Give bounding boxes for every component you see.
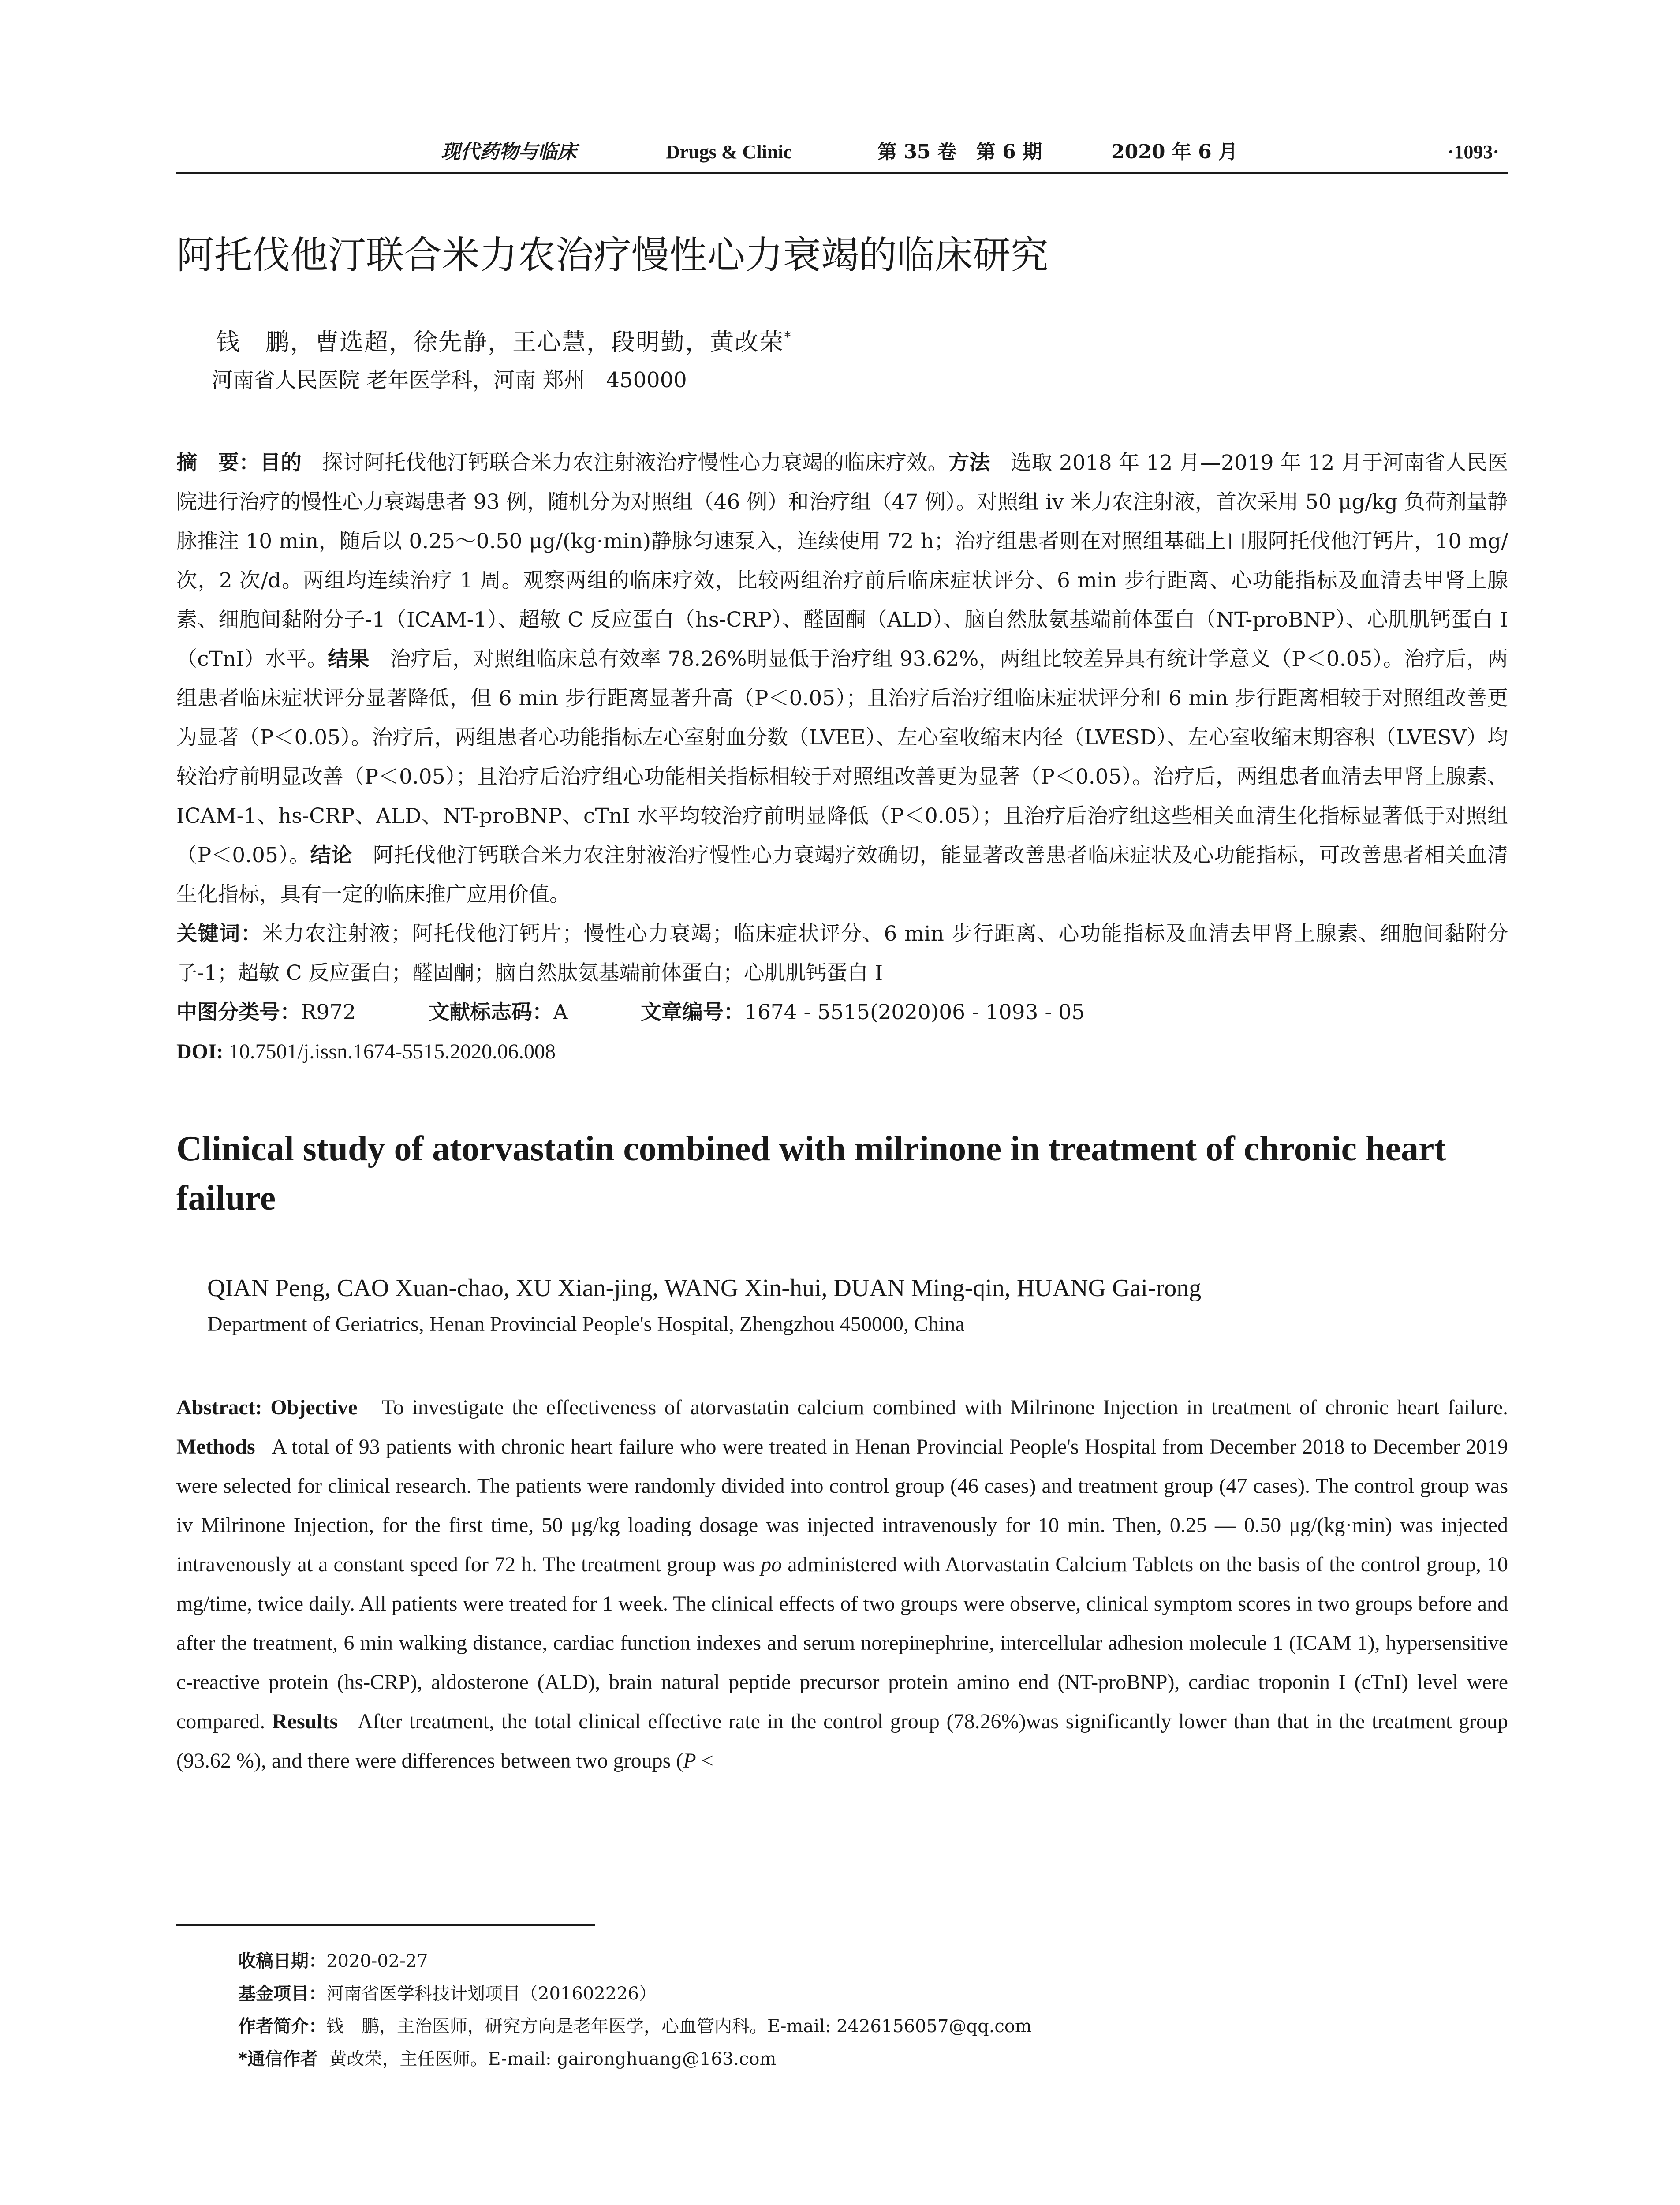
abstract-cn [176, 443, 1508, 914]
journal-name-cn: 现代药物与临床 [441, 141, 577, 163]
doc-code-label: 文献标志码： [429, 1000, 553, 1024]
footnote-fund [238, 1977, 1508, 2010]
article-title-en: Clinical study of atorvastatin combined with milrinone in treatment of chronic heart failure [176, 1129, 1446, 1218]
results-label-cn: 结果 [328, 647, 370, 671]
footnotes [238, 1945, 1508, 2075]
methods-en-part2: administered with Atorvastatin Calcium Tablets on the basis of the control group, 10 mg/time, twice daily. All patients were treated for 1 week. The clinical effects of two groups were observe, clinical symptom scores in two groups before and after the treatment, 6 min walking distance, cardiac function indexes and serum norepinephrine, intercellular adhesion molecule 1 (ICAM 1), hypersensitive c-reactive protein (hs-CRP), aldosterone (ALD), brain natural peptide precursor protein amino end (NT-proBNP), cardiac troponin I (cTnI) level were compared. [176, 1553, 1508, 1733]
keywords-text-cn: 米力农注射液；阿托伐他汀钙片；慢性心力衰竭；临床症状评分、6 min 步行距离、心功能指标及血清去甲肾上腺素、细胞间黏附分子-1；超敏 C 反应蛋白；醛固酮；脑自然肽氨基端前体蛋白；心肌肌钙蛋白 I [176, 922, 1508, 985]
objective-cn: 探讨阿托伐他汀钙联合米力农注射液治疗慢性心力衰竭的临床疗效。 [322, 451, 948, 475]
authors-cn [176, 321, 1508, 358]
results-en-end: < [696, 1749, 713, 1772]
clc-label: 中图分类号： [176, 1000, 301, 1024]
fund-text: 河南省医学科技计划项目（201602226） [326, 1984, 657, 2004]
article-no-label: 文章编号： [640, 1000, 744, 1024]
footnote-author [238, 2010, 1508, 2043]
footnote-divider [176, 1924, 595, 1926]
footnote-received [238, 1945, 1508, 1977]
journal-name-en: Drugs & Clinic [666, 141, 792, 163]
author-bio-label: 作者简介： [238, 2016, 326, 2037]
received-label: 收稿日期： [238, 1951, 326, 1971]
methods-en-part1: A total of 93 patients with chronic heart failure who were treated in Henan Provincial People's Hospital from December 2018 to December 2019 were selected for clinical research. The patients were randomly divided into control group (46 cases) and treatment group (47 cases). The control group was iv Milrinone Injection, for the first time, 50 μg/kg loading dosage was injected intravenously for 10 min. Then, 0.25 — 0.50 μg/(kg·min) was injected intravenously at a constant speed for 72 h. The treatment group was [176, 1435, 1508, 1576]
doc-code-cell [429, 993, 568, 1032]
authors-cn-names: 钱 鹏，曹选超，徐先静，王心慧，段明勤，黄改荣 [216, 328, 784, 356]
clc-value: R972 [301, 1000, 356, 1024]
corresponding-mark: * [784, 329, 792, 345]
abstract-en-label: Abstract: [176, 1396, 262, 1419]
article-title-cn: 阿托伐他汀联合米力农治疗慢性心力衰竭的临床研究 [176, 233, 1049, 277]
conclusion-label-cn: 结论 [310, 843, 352, 867]
footnote-corresponding [238, 2043, 1508, 2075]
clc-cell [176, 993, 356, 1032]
running-header [176, 132, 1508, 174]
objective-label-en: Objective [270, 1396, 358, 1419]
doi-link[interactable]: 10.7501/j.issn.1674-5515.2020.06.008 [228, 1040, 556, 1063]
doi-line [176, 1032, 1508, 1071]
doi-label: DOI: [176, 1040, 224, 1063]
article-page [176, 132, 1508, 1780]
page-number: ·1093· [1447, 141, 1499, 163]
corresponding-text: 黄改荣，主任医师。E-mail: gaironghuang@163.com [329, 2049, 777, 2069]
conclusion-cn: 阿托伐他汀钙联合米力农注射液治疗慢性心力衰竭疗效确切，能显著改善患者临床症状及心功能指标，可改善患者相关血清生化指标，具有一定的临床推广应用价值。 [176, 843, 1508, 907]
corresponding-label: *通信作者 [238, 2049, 318, 2069]
methods-label-en: Methods [176, 1435, 255, 1458]
methods-cn: 选取 2018 年 12 月—2019 年 12 月于河南省人民医院进行治疗的慢性心力衰竭患者 93 例，随机分为对照组（46 例）和治疗组（47 例）。对照组 iv 米力农注射液，首次采用 50 μg/kg 负荷剂量静脉推注 10 min，随后以 0.25～0.50 μg/(kg·min)静脉匀速泵入，连续使用 72 h；治疗组患者则在对照组基础上口服阿托伐他汀钙片，10 mg/次，2 次/d。两组均连续治疗 1 周。观察两组的临床疗效，比较两组治疗前后临床症状评分、6 min 步行距离、心功能指标及血清去甲肾上腺素、细胞间黏附分子-1（ICAM-1）、超敏 C 反应蛋白（hs-CRP）、醛固酮（ALD）、脑自然肽氨基端前体蛋白（NT-proBNP）、心肌肌钙蛋白 I（cTnI）水平。 [176, 451, 1508, 671]
results-en-p: P [683, 1749, 696, 1772]
affiliation-en: Department of Geriatrics, Henan Provincial People's Hospital, Zhengzhou 450000, China [207, 1312, 965, 1336]
authors-en: QIAN Peng, CAO Xuan-chao, XU Xian-jing, WANG Xin-hui, DUAN Ming-qin, HUANG Gai-rong [207, 1274, 1202, 1302]
author-bio-text: 钱 鹏，主治医师，研究方向是老年医学，心血管内科。E-mail: 2426156057@qq.com [326, 2016, 1032, 2037]
received-date: 2020-02-27 [326, 1951, 428, 1971]
affiliation-cn: 河南省人民医院 老年医学科，河南 郑州 450000 [212, 368, 687, 392]
objective-label-cn: 目的 [260, 451, 302, 475]
results-label-en: Results [272, 1710, 338, 1733]
results-cn: 治疗后，对照组临床总有效率 78.26%明显低于治疗组 93.62%，两组比较差异具有统计学意义（P＜0.05）。治疗后，两组患者临床症状评分显著降低，但 6 min 步行距离显著升高（P＜0.05）；且治疗后治疗组临床症状评分和 6 min 步行距离相较于对照组改善更为显著（P＜0.05）。治疗后，两组患者心功能指标左心室射血分数（LVEE）、左心室收缩末内径（LVESD）、左心室收缩末期容积（LVESV）均较治疗前明显改善（P＜0.05）；且治疗后治疗组心功能相关指标相较于对照组改善更为显著（P＜0.05）。治疗后，两组患者血清去甲肾上腺素、ICAM-1、hs-CRP、ALD、NT-proBNP、cTnI 水平均较治疗前明显降低（P＜0.05）；且治疗后治疗组这些相关血清生化指标显著低于对照组（P＜0.05）。 [176, 647, 1508, 867]
doc-code-value: A [553, 1000, 568, 1024]
objective-en: To investigate the effectiveness of atorvastatin calcium combined with Milrinone Injection in treatment of chronic heart failure. [381, 1396, 1508, 1419]
article-no-cell [641, 993, 1085, 1032]
keywords-cn [176, 914, 1508, 993]
volume-issue: 第 35 卷 第 6 期 [877, 141, 1042, 163]
issue-date: 2020 年 6 月 [1111, 141, 1238, 163]
abstract-en [176, 1388, 1508, 1780]
methods-label-cn: 方法 [948, 451, 990, 475]
abstract-cn-label: 摘 要： [176, 451, 260, 475]
classification-line [176, 993, 1508, 1032]
methods-en-po: po [761, 1553, 782, 1576]
results-en: After treatment, the total clinical effective rate in the control group (78.26%)was significantly lower than that in the treatment group (93.62 %), and there were differences between two groups ( [176, 1710, 1508, 1772]
keywords-label-cn: 关键词： [176, 922, 262, 946]
article-no-value: 1674 - 5515(2020)06 - 1093 - 05 [744, 1000, 1085, 1024]
fund-label: 基金项目： [238, 1984, 326, 2004]
